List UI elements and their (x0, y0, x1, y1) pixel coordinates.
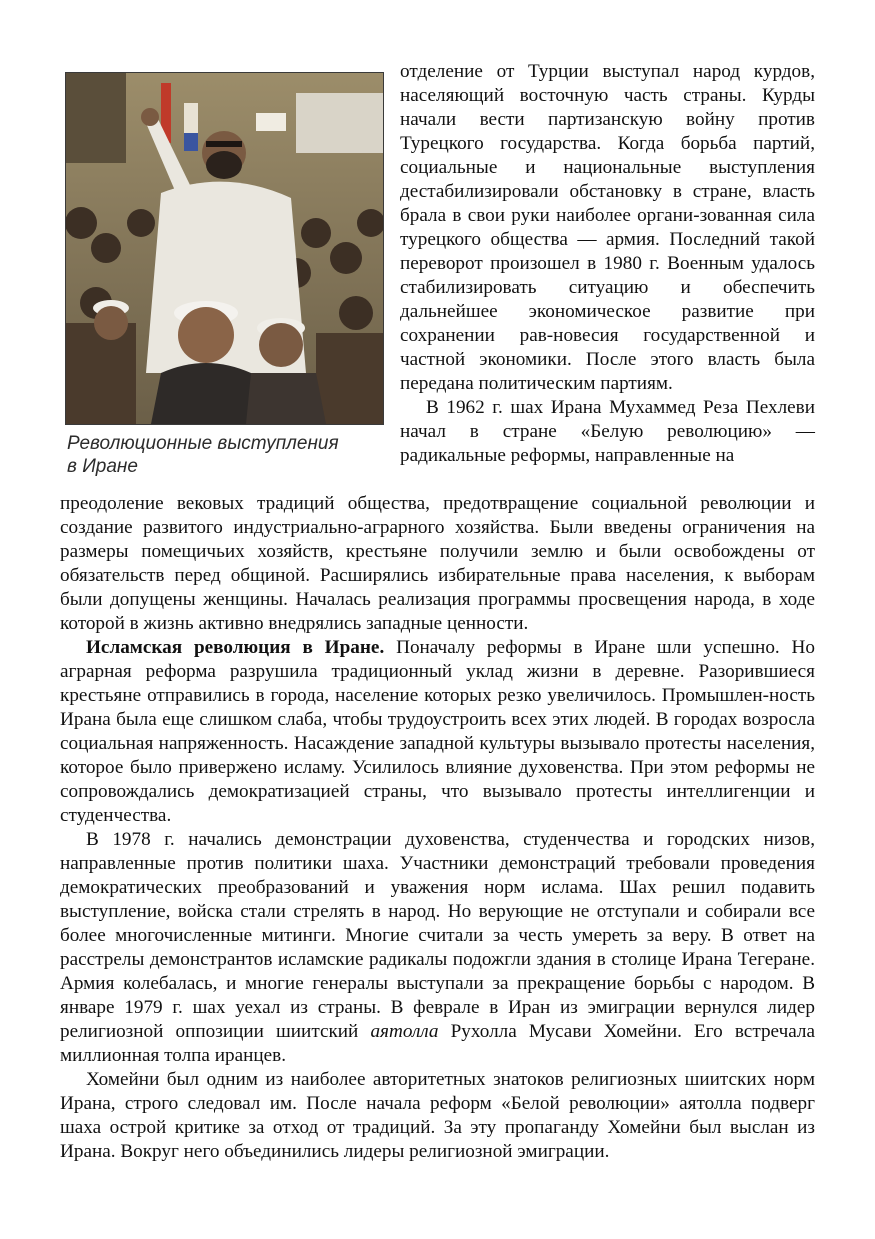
paragraph-turkey: отделение от Турции выступал народ курдов, населяющий восточную часть страны. Курды начали вести партизанскую войну против Турецкого государства. Когда борьба партий, социальные и национальные выступления дестабилизировали обстановку в стране, власть брала в свои руки наиболее органи-зованная сила турецкого общества — армия. Последний такой переворот произошел в 1980 г. Военным удалось стабилизировать ситуацию и обеспечить дальнейшее экономическое развитие при сохранении рав-новесия государственной и частной экономики. После этого власть была передана политическим партиям. (400, 61, 815, 394)
right-column-text (400, 60, 815, 468)
term-ayatollah: аятолла (370, 1021, 439, 1042)
photo-caption (67, 432, 377, 478)
paragraph-white-revolution-cont: преодоление вековых традиций общества, предотвращение социальной революции и создание развитого индустриально-аграрного хозяйства. Были введены ограничения на размеры помещичьих хозяйств, крестьяне получили землю и были освобождены от обязательств перед общиной. Расширялись избирательные права населения, к выборам были допущены женщины. Началась реализация программы просвещения народа, в ходе которой в жизнь активно внедрялись западные ценности. (60, 493, 815, 634)
paragraph-islamic-revolution-body: Поначалу реформы в Иране шли успешно. Но аграрная реформа разрушила традиционный уклад жизни в деревне. Разорившиеся крестьяне отправились в города, население которых резко увеличилось. Промышлен-ность Ирана была еще слишком слаба, чтобы трудоустроить всех этих людей. В городах возросла социальная напряженность. Насаждение западной культуры вызывало протесты населения, которое было привержено исламу. Усилилось влияние духовенства. При этом реформы не сопровождались демократизацией страны, что вызывало протесты интеллигенции и студенчества. (60, 637, 815, 826)
caption-line-1: Революционные выступления (67, 433, 339, 454)
paragraph-islamic-revolution (60, 636, 815, 828)
revolution-photo (65, 72, 384, 425)
caption-line-2: в Иране (67, 456, 138, 477)
paragraph-1978-part-b: Рухолла Мусави Хомейни. Его встречала миллионная толпа иранцев. (60, 1021, 816, 1066)
section-heading: Исламская революция в Иране. (86, 637, 385, 658)
paragraph-khomeini: Хомейни был одним из наиболее авторитетных знатоков религиозных шиитских норм Ирана, строго следовал им. После начала реформ «Белой революции» аятолла подверг шаха острой критике за отход от традиций. За эту пропаганду Хомейни был выслан из Ирана. Вокруг него объединились лидеры религиозной эмиграции. (60, 1069, 815, 1162)
paragraph-white-revolution-start: В 1962 г. шах Ирана Мухаммед Реза Пехлеви начал в стране «Белую революцию» — радикальные реформы, направленные на (400, 397, 815, 466)
full-width-text (60, 492, 815, 1164)
paragraph-1978-part-a: В 1978 г. начались демонстрации духовенства, студенчества и городских низов, направленные против политики шаха. Участники демонстраций требовали проведения демократических преобразований и уважения норм ислама. Шах решил подавить выступление, войска стали стрелять в народ. Но верующие не отступали и собирали все более многочисленные митинги. Многие считали за честь умереть за веру. В ответ на расстрелы демонстрантов исламские радикалы подожгли здания в столице Ирана Тегеране. Армия колебалась, и многие генералы выступали за прекращение борьбы с народом. В январе 1979 г. шах уехал из страны. В феврале в Иран из эмиграции вернулся лидер религиозной оппозиции шиитский (60, 829, 815, 1042)
paragraph-1978-demonstrations (60, 828, 815, 1068)
